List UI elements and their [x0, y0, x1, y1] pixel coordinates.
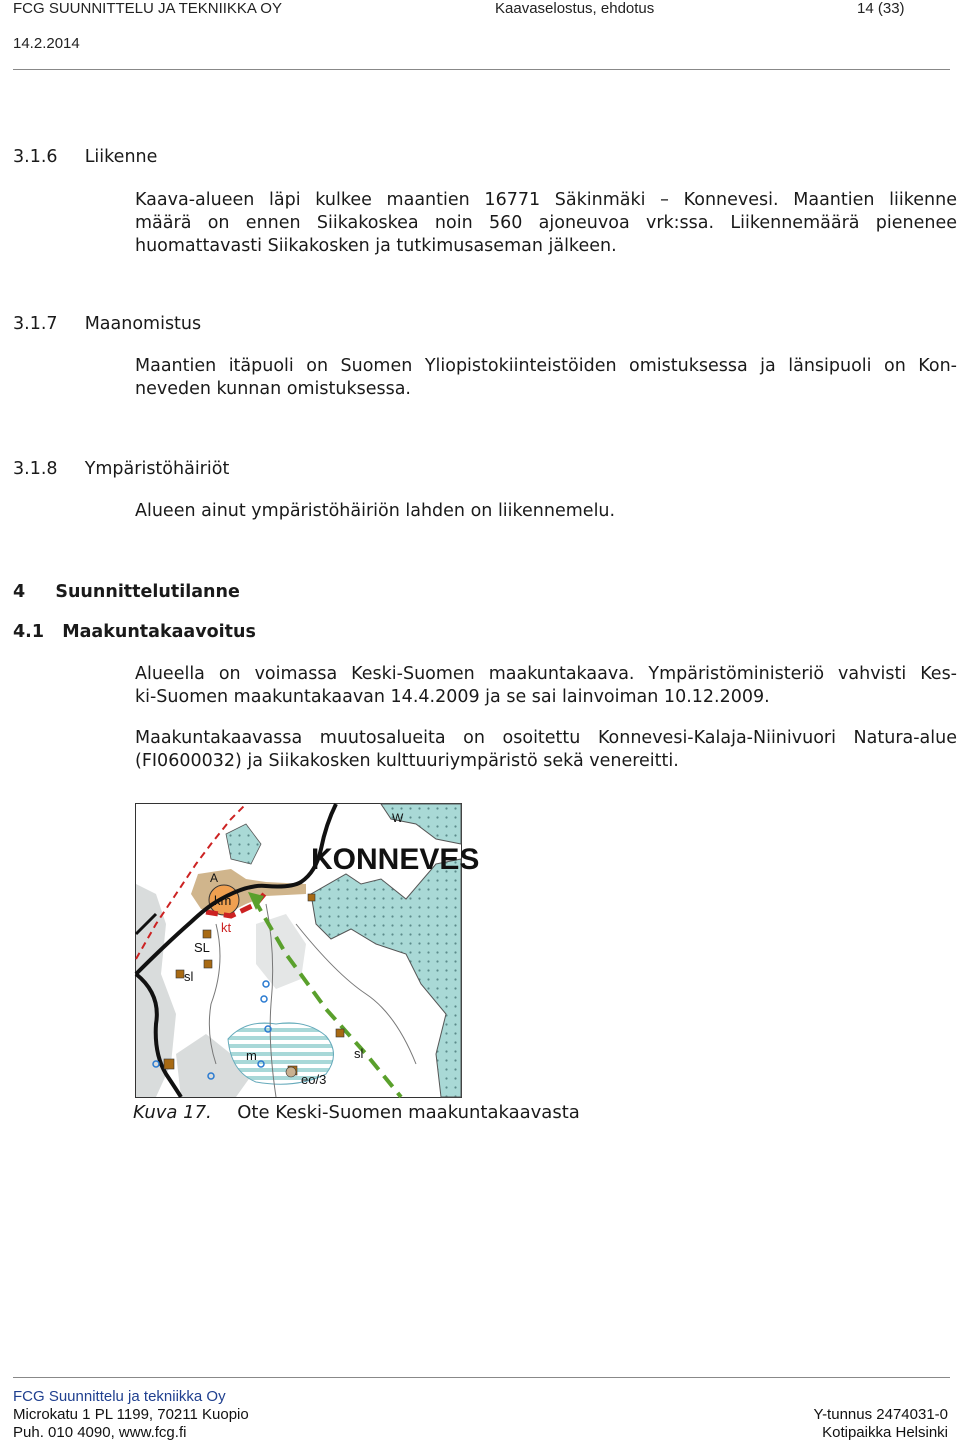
- chapter-4-heading: [13, 582, 240, 602]
- lake-center: [256, 914, 306, 989]
- header-page-number: 14 (33): [857, 0, 905, 17]
- section-title: Maanomistus: [84, 314, 202, 334]
- paragraph-line: huomattavasti Siikakosken ja tutkimusaseman jälkeen.: [135, 236, 617, 256]
- section-number: 3.1.6: [13, 147, 58, 167]
- lake-left-dots: [226, 824, 261, 864]
- map-label-kt: kt: [221, 920, 232, 935]
- marker: [203, 930, 211, 938]
- blue-dot: [261, 996, 267, 1002]
- header-divider: [13, 69, 950, 70]
- section-3-1-8-heading: [13, 459, 229, 479]
- blue-dot: [263, 981, 269, 987]
- map-label-w: W: [392, 811, 404, 825]
- section-3-1-8-paragraph: [135, 500, 957, 523]
- footer-business-id: Y-tunnus 2474031-0: [813, 1406, 948, 1423]
- section-title: Ympäristöhäiriöt: [84, 459, 230, 479]
- marker: [164, 1059, 174, 1069]
- chapter-number: 4: [13, 582, 26, 602]
- paragraph-line: Alueen ainut ympäristöhäiriön lahden on liikennemelu.: [135, 501, 616, 521]
- section-title: Maakuntakaavoitus: [62, 622, 256, 642]
- marker-dot: [286, 1067, 296, 1077]
- section-4-1-heading: [13, 622, 256, 642]
- section-3-1-7-heading: [13, 314, 201, 334]
- section-number: 4.1: [13, 622, 45, 642]
- map-label-eo: eo/3: [301, 1072, 327, 1087]
- section-4-1-paragraph-1: [135, 663, 957, 709]
- lake-konnevesi: [311, 859, 461, 1097]
- paragraph-line: Alueella on voimassa Keski-Suomen maakuntakaava. Ympäristöministeriö vahvisti Kes-: [135, 664, 957, 684]
- section-4-1-paragraph-2: [135, 727, 957, 773]
- section-3-1-6-heading: [13, 147, 157, 167]
- map-svg: [136, 804, 480, 1097]
- regional-plan-map: [135, 803, 480, 1098]
- figure-caption-label: Kuva 17.: [133, 1102, 212, 1123]
- paragraph-line: (FI0600032) ja Siikakosken kulttuuriympäristö sekä venereitti.: [135, 751, 679, 771]
- map-label-m: m: [246, 1048, 257, 1063]
- marker: [204, 960, 212, 968]
- paragraph-line: neveden kunnan omistuksessa.: [135, 379, 411, 399]
- header-company: FCG SUUNNITTELU JA TEKNIIKKA OY: [13, 0, 282, 17]
- map-label-a: A: [210, 871, 219, 885]
- paragraph-line: ki-Suomen maakuntakaavan 14.4.2009 ja se sai lainvoiman 10.12.2009.: [135, 687, 770, 707]
- marker: [308, 894, 315, 901]
- footer-address: Microkatu 1 PL 1199, 70211 Kuopio: [13, 1406, 249, 1423]
- paragraph-line: Kaava-alueen läpi kulkee maantien 16771 Säkinmäki – Konnevesi. Maantien liikenne: [135, 190, 957, 210]
- section-title: Liikenne: [84, 147, 158, 167]
- map-label-sl-lower: sl: [184, 969, 194, 984]
- paragraph-line: määrä on ennen Siikakoskea noin 560 ajoneuvoa vrk:ssa. Liikennemäärä pienenee: [135, 213, 957, 233]
- figure-caption-text: Ote Keski-Suomen maakuntakaavasta: [237, 1102, 580, 1123]
- section-3-1-6-paragraph: [135, 189, 957, 258]
- paragraph-line: Maakuntakaavassa muutosalueita on osoitettu Konnevesi-Kalaja-Niinivuori Natura-alue: [135, 728, 957, 748]
- section-3-1-7-paragraph: [135, 355, 957, 401]
- map-label-town: KONNEVES: [311, 843, 480, 876]
- map-label-km: km: [214, 893, 232, 908]
- footer-phone: Puh. 010 4090, www.fcg.fi: [13, 1424, 187, 1441]
- figure-caption: [133, 1102, 580, 1123]
- section-number: 3.1.7: [13, 314, 58, 334]
- footer-domicile: Kotipaikka Helsinki: [822, 1424, 948, 1441]
- marker: [336, 1029, 344, 1037]
- marker: [176, 970, 184, 978]
- map-label-sl-upper: SL: [194, 940, 210, 955]
- paragraph-line: Maantien itäpuoli on Suomen Yliopistokiinteistöiden omistuksessa ja länsipuoli on Kon-: [135, 356, 957, 376]
- header-date: 14.2.2014: [13, 35, 80, 52]
- footer-company: FCG Suunnittelu ja tekniikka Oy: [13, 1388, 226, 1405]
- section-number: 3.1.8: [13, 459, 58, 479]
- chapter-title: Suunnittelutilanne: [55, 582, 240, 602]
- map-label-sl-right: sl: [354, 1046, 364, 1061]
- footer-divider: [13, 1377, 950, 1378]
- header-doc-type: Kaavaselostus, ehdotus: [495, 0, 655, 17]
